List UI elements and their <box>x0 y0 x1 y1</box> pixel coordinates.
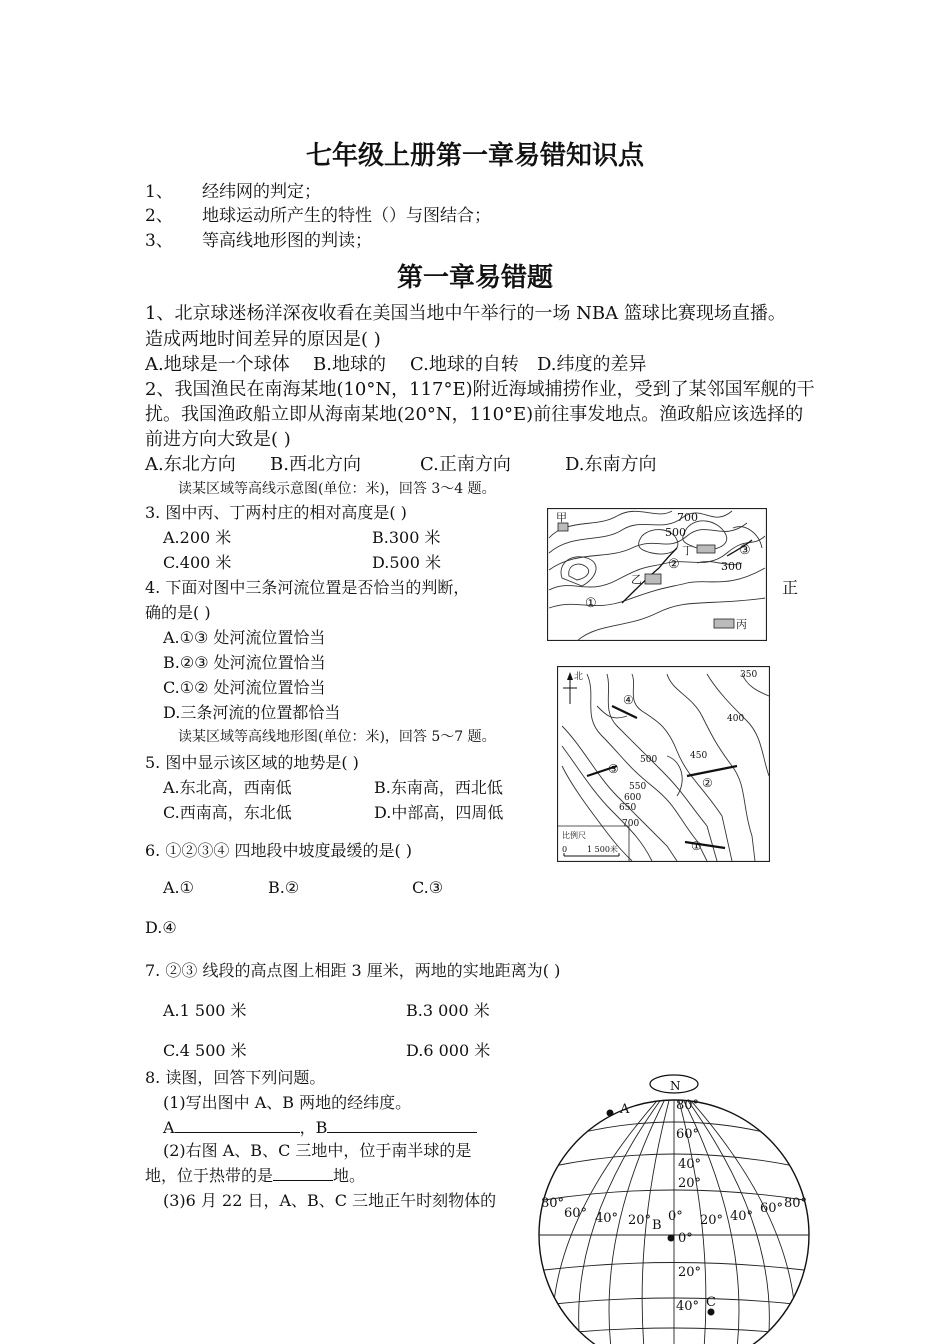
lat-80-label: 80° <box>676 1098 700 1113</box>
knowledge-item-2 <box>145 201 491 226</box>
q4-option-b: B.②③ 处河流位置恰当 <box>163 653 326 672</box>
map2-label-3: ③ <box>608 762 619 776</box>
lon-60w-label: 60° <box>564 1206 588 1221</box>
q1-option-c: C.地球的自转 <box>410 354 519 375</box>
lon-40e-label: 40° <box>730 1209 754 1224</box>
section-title: 第一章易错题 <box>396 263 553 293</box>
map1-label-yi: 乙 <box>631 573 642 586</box>
q8-part3: (3)6 月 22 日，A、B、C 三地正午时刻物体的 <box>163 1191 497 1210</box>
q2-line1: 2、我国渔民在南海某地(10°N，117°E)附近海域捕捞作业，受到了某邻国军舰的干 <box>145 379 815 400</box>
q5-option-d: D.中部高，四周低 <box>374 803 504 822</box>
q5-stem: 5. 图中显示该区域的地势是( ) <box>145 753 359 772</box>
knowledge-text: 等高线地形图的判读； <box>202 231 372 251</box>
map2-label-2: ② <box>702 776 713 790</box>
map1-river-label-3: ③ <box>739 543 751 558</box>
q1-line1: 1、北京球迷杨洋深夜收看在美国当地中午举行的一场 NBA 篮球比赛现场直播。 <box>145 303 786 324</box>
q2-option-c: C.正南方向 <box>420 454 511 475</box>
map1-village-bing <box>714 619 734 628</box>
q2-line3: 前进方向大致是( ) <box>145 429 291 450</box>
map1-label-bing: 丙 <box>736 618 747 631</box>
map2-contour-600: 600 <box>624 793 642 803</box>
q8-b-label: ，B <box>299 1118 328 1137</box>
read-instruction-2: 读某区域等高线地形图(单位：米)，回答 5～7 题。 <box>178 729 496 745</box>
map1-village-jia <box>558 523 568 531</box>
lon-20w-label: 20° <box>628 1213 652 1228</box>
q6-option-c: C.③ <box>412 878 444 897</box>
lon-80e-label: 80° <box>784 1196 808 1211</box>
contour-map-2 <box>557 666 770 862</box>
q8-part2-text-b: 地。 <box>333 1166 366 1185</box>
read-instruction-1: 读某区域等高线示意图(单位：米)，回答 3～4 题。 <box>178 481 496 497</box>
contour-map-1 <box>547 508 767 641</box>
map2-contour-550: 550 <box>629 782 647 792</box>
q8-tropics-answer-blank[interactable] <box>273 1164 333 1181</box>
lon-0-label: 0° <box>668 1209 683 1224</box>
scale-length: 1 500米 <box>587 845 618 854</box>
map1-contour-700: 700 <box>677 511 698 524</box>
q1-line2: 造成两地时间差异的原因是( ) <box>145 329 381 350</box>
knowledge-item-1 <box>145 177 321 202</box>
q7-option-c: C.4 500 米 <box>163 1041 247 1060</box>
q8-part2-text-a: 地，位于热带的是 <box>145 1166 274 1185</box>
q2-option-d: D.东南方向 <box>565 454 657 475</box>
q7-option-d: D.6 000 米 <box>406 1041 491 1060</box>
q8-a-label: A <box>163 1118 175 1137</box>
lon-60e-label: 60° <box>760 1201 784 1216</box>
lon-20e-label: 20° <box>700 1213 724 1228</box>
map2-frame <box>558 667 770 862</box>
knowledge-item-3 <box>145 226 372 251</box>
q8-stem: 8. 读图，回答下列问题。 <box>145 1068 326 1087</box>
q6-stem: 6. ①②③④ 四地段中坡度最缓的是( ) <box>145 841 413 860</box>
q6-option-b: B.② <box>268 878 300 897</box>
q7-option-a: A.1 500 米 <box>163 1001 247 1020</box>
globe-label-b: B <box>652 1218 662 1233</box>
map2-contour-450: 450 <box>690 751 708 761</box>
knowledge-num: 3、 <box>145 231 173 251</box>
q8-part2-line1: (2)右图 A、B、C 三地中，位于南半球的是 <box>163 1141 472 1160</box>
q4-line2: 确的是( ) <box>145 603 211 622</box>
lat-20-label: 20° <box>678 1176 702 1191</box>
map2-label-4: ④ <box>623 693 634 707</box>
knowledge-text: 经纬网的判定； <box>202 182 321 202</box>
q5-option-c: C.西南高，东北低 <box>163 803 292 822</box>
q3-option-a: A.200 米 <box>163 528 232 547</box>
map1-contour-300: 300 <box>721 560 742 573</box>
scale-zero: 0 <box>562 845 568 854</box>
q5-option-a: A.东北高，西南低 <box>163 778 292 797</box>
map2-contour-350: 350 <box>740 670 758 680</box>
globe-label-n: N <box>670 1079 681 1093</box>
q2-option-a: A.东北方向 <box>145 454 236 475</box>
map1-label-jia: 甲 <box>556 511 567 524</box>
q8-b-answer-blank[interactable] <box>327 1116 477 1133</box>
q1-option-a: A.地球是一个球体 <box>145 354 290 375</box>
map2-contour-500: 500 <box>640 755 658 765</box>
q2-line2: 扰。我国渔政船立即从海南某地(20°N，110°E)前往事发地点。渔政船应该选择的 <box>145 404 804 425</box>
lon-80w-label: 80° <box>541 1196 565 1211</box>
globe-label-a: A <box>620 1102 630 1117</box>
q8-a-answer-blank[interactable] <box>175 1116 300 1133</box>
lat-0-label: 0° <box>678 1231 693 1246</box>
q4-option-a: A.①③ 处河流位置恰当 <box>163 628 326 647</box>
q8-part1-answers <box>163 1115 477 1138</box>
globe-label-c: C <box>706 1295 716 1310</box>
map2-label-1: ① <box>691 839 702 853</box>
map1-contour-500: 500 <box>665 526 686 539</box>
q2-option-b: B.西北方向 <box>270 454 361 475</box>
q8-part2-line2 <box>145 1163 365 1186</box>
map1-village-yi <box>645 574 661 584</box>
point-a <box>607 1110 614 1117</box>
map2-contour-400: 400 <box>727 714 745 724</box>
q4-stem: 4. 下面对图中三条河流位置是否恰当的判断， <box>145 578 470 597</box>
lat-40-label: 40° <box>678 1157 702 1172</box>
q7-stem: 7. ②③ 线段的高点图上相距 3 厘米，两地的实地距离为( ) <box>145 961 561 980</box>
knowledge-text: 地球运动所产生的特性（）与图结合； <box>202 206 491 226</box>
q6-option-a: A.① <box>163 878 194 897</box>
q3-option-c: C.400 米 <box>163 553 232 572</box>
map1-village-ding <box>697 545 715 553</box>
lon-40w-label: 40° <box>595 1211 619 1226</box>
scale-title: 比例尺 <box>562 831 586 840</box>
map2-contour-700: 700 <box>622 819 640 829</box>
point-b <box>668 1235 675 1242</box>
q6-option-d: D.④ <box>145 918 177 937</box>
lat-40s-label: 40° <box>676 1299 700 1314</box>
q1-option-b: B.地球的 <box>313 354 386 375</box>
q3-stem: 3. 图中丙、丁两村庄的相对高度是( ) <box>145 503 407 522</box>
lat-60-label: 60° <box>676 1127 700 1142</box>
q4-option-c: C.①② 处河流位置恰当 <box>163 678 326 697</box>
q7-option-b: B.3 000 米 <box>406 1001 490 1020</box>
map2-contour-650: 650 <box>619 803 637 813</box>
north-label: 北 <box>574 672 584 682</box>
q3-option-b: B.300 米 <box>372 528 441 547</box>
q5-option-b: B.东南高，西北低 <box>374 778 503 797</box>
lat-20s-label: 20° <box>678 1265 702 1280</box>
knowledge-num: 1、 <box>145 182 173 202</box>
globe-diagram <box>536 1070 812 1344</box>
map1-river-label-2: ② <box>668 557 680 572</box>
q8-part1: (1)写出图中 A、B 两地的经纬度。 <box>163 1093 412 1112</box>
q3-option-d: D.500 米 <box>372 553 441 572</box>
knowledge-num: 2、 <box>145 206 173 226</box>
q4-option-d: D.三条河流的位置都恰当 <box>163 703 341 722</box>
q4-stem-end: 正 <box>782 578 799 597</box>
map1-river-label-1: ① <box>585 596 597 611</box>
q1-option-d: D.纬度的差异 <box>537 354 647 375</box>
map1-label-ding: 丁 <box>682 544 693 557</box>
page-title: 七年级上册第一章易错知识点 <box>305 141 644 171</box>
